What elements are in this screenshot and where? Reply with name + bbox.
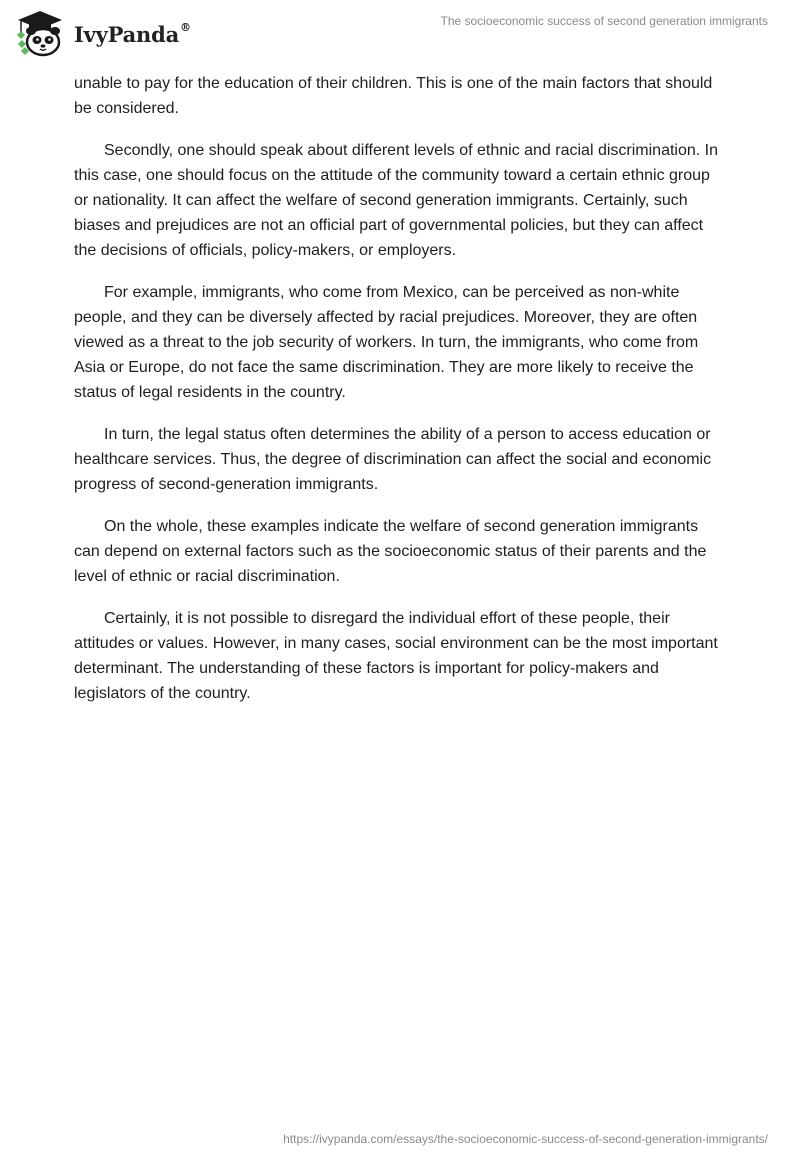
document-title: The socioeconomic success of second generation immigrants bbox=[440, 14, 768, 28]
paragraph: In turn, the legal status often determines the ability of a person to access education or healthcare services. Thus, the degree of discrimination can affect the social and economic progress of second-generation immigrants. bbox=[74, 426, 712, 493]
paragraph: Secondly, one should speak about different levels of ethnic and racial discrimination. In this case, one should focus on the attitude of the community toward a certain ethnic group or nationality. It can affect the welfare of second generation immigrants. Certainly, such biases and prejudices are not an official part of governmental policies, but they can affect the decisions of officials, policy-makers, or employers. bbox=[74, 142, 718, 259]
essay-body bbox=[74, 71, 726, 723]
ivypanda-logo[interactable] bbox=[14, 9, 191, 57]
registered-mark: ® bbox=[180, 20, 191, 34]
paragraph: Certainly, it is not possible to disregard the individual effort of these people, their attitudes or values. However, in many cases, social environment can be the most important determinant. The understanding of these factors is important for policy-makers and legislators of the country. bbox=[74, 610, 718, 702]
paragraph: For example, immigrants, who come from Mexico, can be perceived as non-white people, and they can be diversely affected by racial prejudices. Moreover, they are often viewed as a threat to the job security of workers. In turn, the immigrants, who come from Asia or Europe, do not face the same discrimination. They are more likely to receive the status of legal residents in the country. bbox=[74, 284, 699, 401]
paragraph: On the whole, these examples indicate the welfare of second generation immigrants can depend on external factors such as the socioeconomic status of their parents and the level of ethnic or racial discrimination. bbox=[74, 518, 707, 585]
source-url-link[interactable]: https://ivypanda.com/essays/the-socioeconomic-success-of-second-generation-immigrants/ bbox=[283, 1132, 768, 1146]
paragraph-continuation: unable to pay for the education of their children. This is one of the main factors that should be considered. bbox=[74, 75, 713, 117]
brand-name: IvyPanda® bbox=[74, 20, 191, 47]
page-header bbox=[0, 0, 800, 66]
panda-graduation-cap-icon bbox=[14, 9, 66, 57]
